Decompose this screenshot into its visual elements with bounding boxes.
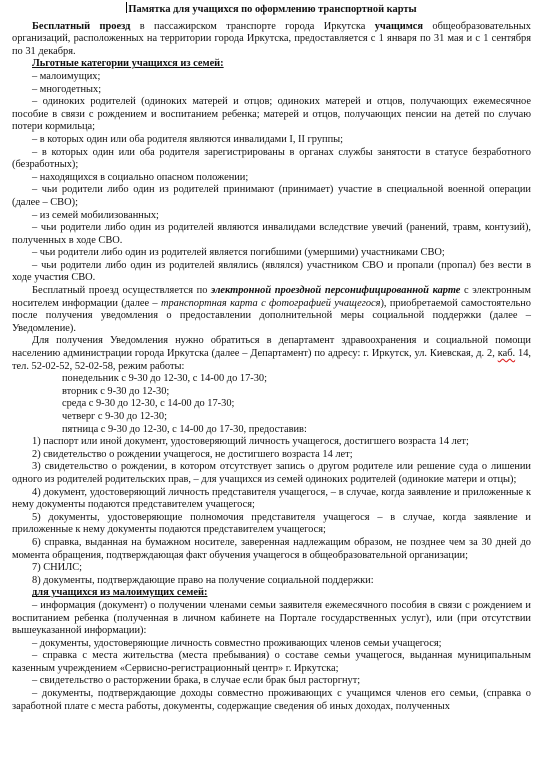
office-abbr: каб. xyxy=(497,348,516,360)
intro-text-1: в пассажирском транспорте города Иркутска xyxy=(130,20,375,32)
low-income-item: – справка с места жительства (места пребывания) о составе семьи учащегося, выданная муниципальным казенным учреждением «Сервисно-регистрационный центр» г. Иркутска; xyxy=(12,650,531,674)
low-income-item: – документы, подтверждающие доходы совместно проживающих с учащимся членов его семьи, (справка о заработной плате с места работы, документы, содержащие сведения об иных доходах, полученных xyxy=(12,688,531,712)
document-item: 5) документы, удостоверяющие полномочия представителя учащегося – в случае, когда заявление и приложенные к нему документы подаются представителем учащегося; xyxy=(12,511,531,536)
document-item: 8) документы, подтверждающие право на получение социальной поддержки: xyxy=(32,574,374,586)
schedule-item: вторник с 9-30 до 12-30; xyxy=(62,385,170,397)
document-item: 2) свидетельство о рождении учащегося, не достигшего возраста 14 лет; xyxy=(32,448,353,460)
issue-text-3: ), приобретаемой самостоятельно после получения уведомления о предоставлении дополнительной меры социальной поддержки (далее – Уведомление). xyxy=(12,297,532,334)
categories-heading: Льготные категории учащихся из семей: xyxy=(32,58,224,70)
document-item: 7) СНИЛС; xyxy=(32,562,83,574)
category-item: – чьи родители либо один из родителей являются инвалидами вследствие увечий (ранений, травм, контузий), полученных в ходе СВО. xyxy=(12,222,531,246)
low-income-heading: для учащихся из малоимущих семей: xyxy=(32,587,208,599)
document-item: 6) справка, выданная на бумажном носителе, заверенная надлежащим образом, не позднее чем за 30 дней до момента обращения, подтверждающая факт обучения учащегося в общеобразовательной организации; xyxy=(12,536,531,561)
category-item: – из семей мобилизованных; xyxy=(32,209,159,221)
document-item: 4) документ, удостоверяющий личность представителя учащегося, – в случае, когда заявление и приложенные к нему документы подаются представителем учащегося; xyxy=(12,486,531,511)
department-text-2: 14, тел. 52-02-52, 52-02-58, режим работы: xyxy=(12,348,531,372)
category-item: – чьи родители либо один из родителей являлись (являлся) участником СВО и пропали (пропал) без вести в ходе участия СВО. xyxy=(12,259,531,284)
schedule-item: среда с 9-30 до 12-30, с 14-00 до 17-30; xyxy=(62,398,235,410)
title-text: Памятка для учащихся по оформлению транспортной карты xyxy=(128,4,417,15)
document-title xyxy=(12,2,531,17)
department-text-1: Для получения Уведомления нужно обратиться в департамент здравоохранения и социальной помощи населению администрации города Иркутска (далее – Департамент) по адресу: г. Иркутск, ул. Киевская, д. 2, xyxy=(12,335,531,360)
categories-list xyxy=(12,71,531,285)
intro-lead: Бесплатный проезд xyxy=(32,20,131,32)
category-item: – в которых один или оба родителя являются инвалидами I, II группы; xyxy=(32,133,344,145)
intro-text-2: общеобразовательных организаций, расположенных на территории города Иркутска, предоставляется с 1 января по 31 мая и с 1 сентября по 31 декабря. xyxy=(12,20,531,57)
category-item: – многодетных; xyxy=(32,83,102,95)
schedule-item: четверг с 9-30 до 12-30; xyxy=(62,411,167,422)
issue-card-italic: транспортная карта с фотографией учащегося xyxy=(160,297,381,309)
category-item: – малоимущих; xyxy=(32,70,101,82)
issue-paragraph xyxy=(12,285,531,335)
low-income-list xyxy=(12,600,531,713)
document-item: 3) свидетельство о рождении, в котором отсутствует запись о другом родителе или решение суда о лишении одного из родителей родительских прав, – для учащихся из семей одиноких родителей (одинокие матери и отцы); xyxy=(12,461,531,485)
category-item: – одиноких родителей (одиноких матерей и отцов; одиноких матерей и отцов, получающих ежемесячное пособие в связи с рождением и воспитанием ребенка; матерей и отцов, получающих пенсии на детей по случаю потери кормильца; xyxy=(12,96,531,133)
issue-text-1: Бесплатный проезд осуществляется по xyxy=(32,285,212,297)
category-item: – в которых один или оба родителя зарегистрированы в органах службы занятости в статусе безработного (безработных); xyxy=(12,146,531,171)
low-income-item: – информация (документ) о получении членами семьи заявителя ежемесячного пособия в связи с рождением и воспитанием ребенка (полученная в личном кабинете на Портале государственных услуг), или (при отсутствии вышеуказанной информации): xyxy=(12,599,531,637)
schedule-item: понедельник с 9-30 до 12-30, с 14-00 до 17-30; xyxy=(62,373,268,385)
low-income-item: – свидетельство о расторжении брака, в случае если брак был расторгнут; xyxy=(32,675,361,687)
schedule-list xyxy=(12,373,531,436)
category-item: – чьи родители либо один из родителей является погибшими (умершими) участниками СВО; xyxy=(32,247,445,259)
document-item: 1) паспорт или иной документ, удостоверяющий личность учащегося, достигшего возраста 14 лет; xyxy=(32,436,469,448)
low-income-item: – документы, удостоверяющие личность совместно проживающих членов семьи учащегося; xyxy=(32,637,442,649)
intro-bold-2: учащимся xyxy=(374,20,424,32)
category-item: – находящихся в социально опасном положении; xyxy=(32,171,249,183)
department-paragraph xyxy=(12,335,531,373)
issue-card-name: электронной проездной персонифицированной карте xyxy=(211,285,461,297)
issue-text-2: с электронным носителем информации (далее – xyxy=(12,285,531,309)
schedule-item: пятница с 9-30 до 12-30, с 14-00 до 17-30, предоставив: xyxy=(62,423,307,435)
documents-list xyxy=(12,436,531,587)
intro-paragraph xyxy=(12,21,531,59)
category-item: – чьи родители либо один из родителей принимают (принимает) участие в специальной военной операции (далее – СВО); xyxy=(12,184,531,208)
